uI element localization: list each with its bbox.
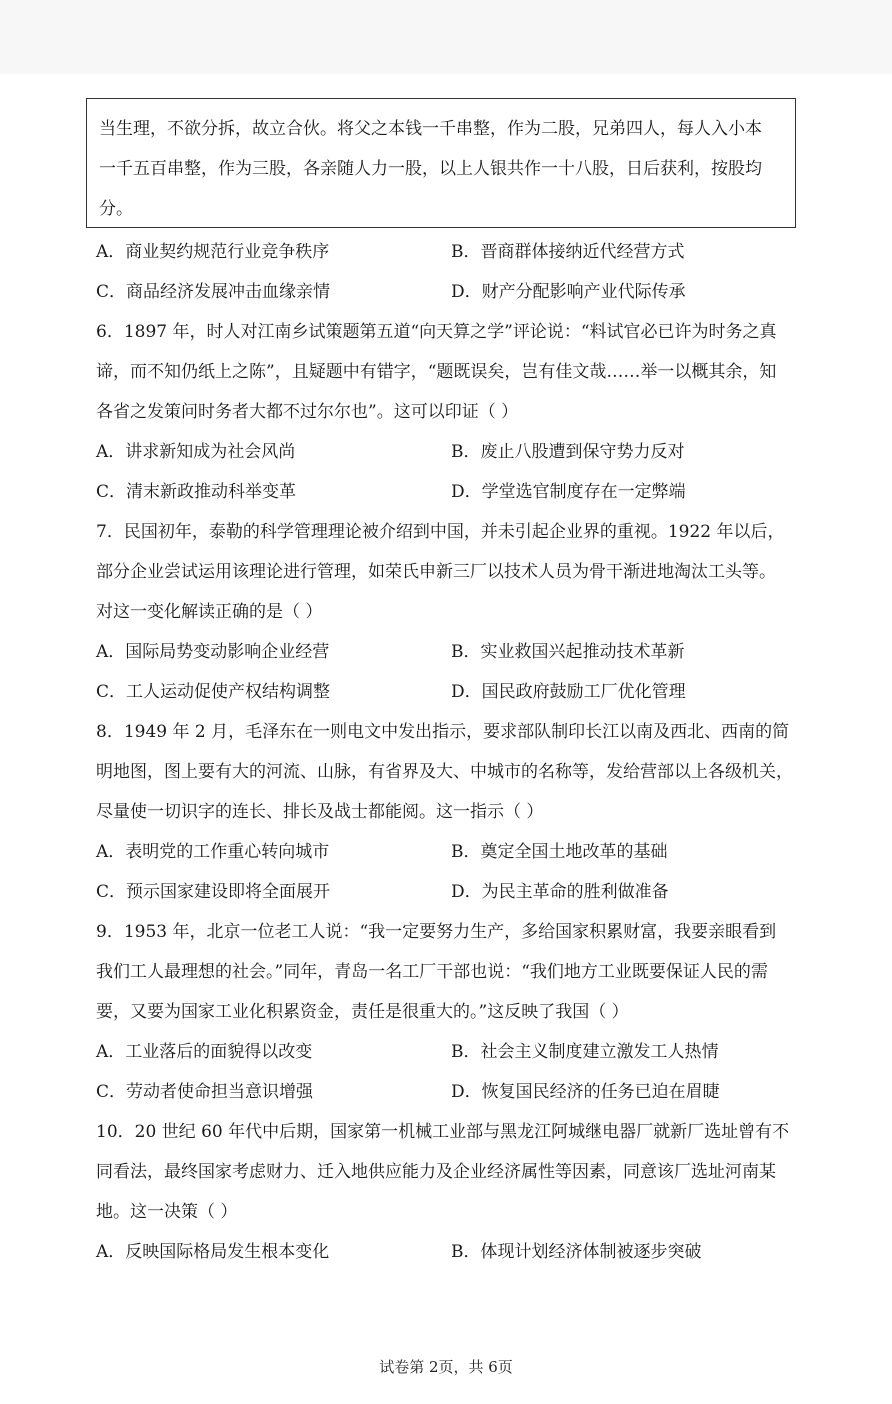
option-d[interactable]: D．国民政府鼓励工厂优化管理 (451, 682, 686, 702)
option-row (96, 232, 816, 272)
option-row (96, 472, 816, 512)
option-b[interactable]: B．废止八股遭到保守势力反对 (451, 442, 685, 462)
question-6 (96, 312, 816, 512)
option-b[interactable]: B．体现计划经济体制被逐步突破 (451, 1242, 702, 1262)
question-stem-line: 对这一变化解读正确的是（ ） (96, 602, 323, 622)
option-c[interactable]: C．清末新政推动科举变革 (96, 482, 297, 502)
question-stem-line: 各省之发策问时务者大都不过尔尔也”。这可以印证（ ） (96, 402, 519, 422)
passage-line: 一千五百串整，作为三股，各亲随人力一股，以上人银共作一十八股，日后获利，按股均 (99, 159, 762, 179)
option-c[interactable]: C．商品经济发展冲击血缘亲情 (96, 282, 331, 302)
question-5-options (96, 232, 816, 312)
option-a[interactable]: A．表明党的工作重心转向城市 (96, 842, 330, 862)
option-a[interactable]: A．讲求新知成为社会风尚 (96, 442, 296, 462)
option-row (96, 872, 816, 912)
question-stem-line: 8．1949 年 2 月，毛泽东在一则电文中发出指示，要求部队制印长江以南及西北、西南的简 (96, 722, 790, 742)
option-b[interactable]: B．晋商群体接纳近代经营方式 (451, 242, 685, 262)
question-stem-line: 谛，而不知仍纸上之陈”，且疑题中有错字，“题既误矣，岂有佳文哉……举一以概其余，知 (96, 362, 777, 382)
option-b[interactable]: B．社会主义制度建立激发工人热情 (451, 1042, 719, 1062)
option-row (96, 272, 816, 312)
option-b[interactable]: B．实业救国兴起推动技术革新 (451, 642, 685, 662)
question-stem-line: 尽量使一切识字的连长、排长及战士都能阅。这一指示（ ） (96, 802, 544, 822)
option-d[interactable]: D．学堂选官制度存在一定弊端 (451, 482, 686, 502)
option-a[interactable]: A．国际局势变动影响企业经营 (96, 642, 330, 662)
option-a[interactable]: A．反映国际格局发生根本变化 (96, 1242, 330, 1262)
option-row (96, 432, 816, 472)
passage-line: 分。 (99, 199, 133, 219)
question-7 (96, 512, 816, 712)
option-c[interactable]: C．预示国家建设即将全面展开 (96, 882, 331, 902)
question-stem-line: 6．1897 年，时人对江南乡试策题第五道“向天算之学”评论说：“料试官必已许为时务之真 (96, 322, 777, 342)
option-d[interactable]: D．财产分配影响产业代际传承 (451, 282, 686, 302)
question-stem-line: 9．1953 年，北京一位老工人说：“我一定要努力生产，多给国家积累财富，我要亲眼看到 (96, 922, 777, 942)
question-stem-line: 要，又要为国家工业化积累资金，责任是很重大的。”这反映了我国（ ） (96, 1002, 629, 1022)
option-d[interactable]: D．恢复国民经济的任务已迫在眉睫 (451, 1082, 720, 1102)
question-stem-line: 7．民国初年，泰勒的科学管理理论被介绍到中国，并未引起企业界的重视。1922 年以后， (96, 522, 785, 542)
viewer-top-bar (0, 0, 892, 74)
option-row (96, 1232, 816, 1272)
exam-page (0, 74, 892, 1404)
option-a[interactable]: A．工业落后的面貌得以改变 (96, 1042, 313, 1062)
option-a[interactable]: A．商业契约规范行业竞争秩序 (96, 242, 330, 262)
question-9 (96, 912, 816, 1112)
question-10 (96, 1112, 816, 1272)
question-stem-line: 部分企业尝试运用该理论进行管理，如荣氏申新三厂以技术人员为骨干渐进地淘汰工头等。 (96, 562, 776, 582)
question-stem-line: 地。这一决策（ ） (96, 1202, 238, 1222)
question-stem-line: 我们工人最理想的社会。”同年，青岛一名工厂干部也说：“我们地方工业既要保证人民的需 (96, 962, 768, 982)
question-stem-line: 同看法，最终国家考虑财力、迁入地供应能力及企业经济属性等因素，同意该厂选址河南某 (96, 1162, 776, 1182)
option-b[interactable]: B．奠定全国土地改革的基础 (451, 842, 668, 862)
option-d[interactable]: D．为民主革命的胜利做准备 (451, 882, 669, 902)
page-footer: 试卷第 2页，共 6页 (379, 1358, 513, 1376)
option-row (96, 1032, 816, 1072)
question-stem-line: 10．20 世纪 60 年代中后期，国家第一机械工业部与黑龙江阿城继电器厂就新厂选址曾有不 (96, 1122, 790, 1142)
question-stem-line: 明地图，图上要有大的河流、山脉，有省界及大、中城市的名称等，发给营部以上各级机关， (96, 762, 793, 782)
question-8 (96, 712, 816, 912)
option-row (96, 1072, 816, 1112)
option-c[interactable]: C．工人运动促使产权结构调整 (96, 682, 331, 702)
source-passage-box (86, 98, 796, 228)
passage-line: 当生理，不欲分拆，故立合伙。将父之本钱一千串整，作为二股，兄弟四人，每人入小本 (99, 119, 762, 139)
option-c[interactable]: C．劳动者使命担当意识增强 (96, 1082, 314, 1102)
option-row (96, 632, 816, 672)
option-row (96, 832, 816, 872)
option-row (96, 672, 816, 712)
